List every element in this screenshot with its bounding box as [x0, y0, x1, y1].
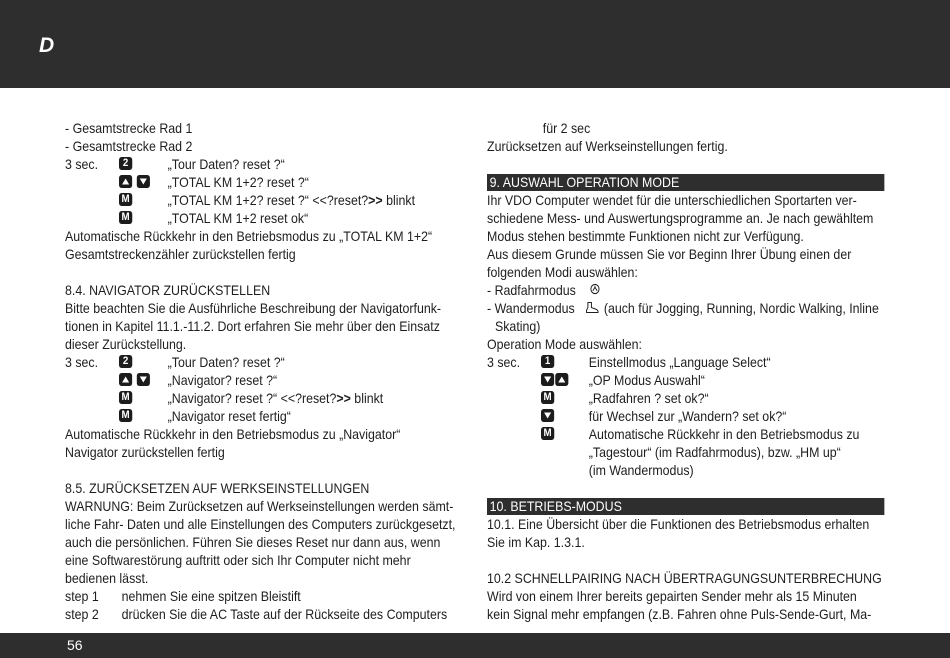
step-row	[65, 407, 472, 425]
step-time: 3 sec.	[487, 354, 521, 370]
left-column	[65, 119, 472, 623]
step-text: (im Wandermodus)	[588, 462, 694, 478]
down-arrow-icon	[541, 373, 554, 386]
step-text-main: „Navigator? reset ?“ <<?reset?	[167, 390, 337, 406]
section-heading: 8.4. NAVIGATOR ZURÜCKSTELLEN	[65, 282, 271, 298]
step-text: „TOTAL KM 1+2? reset ?“	[167, 174, 309, 190]
spacer	[487, 551, 884, 569]
paragraph-line: Wird von einem Ihrer bereits gepairten Sender mehr als 15 Minuten	[487, 588, 857, 604]
up-arrow-icon	[119, 373, 132, 386]
down-arrow-icon	[541, 409, 554, 422]
paragraph-line: Operation Mode auswählen:	[487, 336, 642, 352]
down-arrow-icon	[137, 175, 150, 188]
step-text: für Wechsel zur „Wandern? set ok?“	[588, 408, 787, 424]
step-row	[65, 191, 472, 209]
language-label: D	[39, 34, 55, 57]
step-row	[487, 353, 884, 371]
button-2-icon: 2	[119, 157, 132, 170]
step-row	[487, 389, 884, 407]
paragraph-line: Sie im Kap. 1.3.1.	[487, 534, 585, 550]
step-row	[487, 443, 884, 461]
step-text: Einstellmodus „Language Select“	[588, 354, 771, 370]
step-label: step 1	[65, 588, 99, 604]
step-row	[487, 407, 884, 425]
step-row	[65, 605, 472, 623]
step-row	[65, 155, 472, 173]
m-button-icon: M	[119, 211, 132, 224]
spacer	[487, 155, 884, 173]
section-heading: 9. AUSWAHL OPERATION MODE	[487, 174, 884, 191]
header-bar	[0, 0, 950, 88]
up-arrow-icon	[555, 373, 568, 386]
mode-item	[487, 281, 884, 299]
step-text: „Tagestour“ (im Radfahrmodus), bzw. „HM up“	[588, 444, 841, 460]
step-row	[487, 461, 884, 479]
step-text: „Navigator? reset ?“	[167, 372, 278, 388]
hiking-shoe-icon	[585, 301, 599, 314]
step-text: nehmen Sie eine spitzen Bleistift	[121, 588, 301, 604]
button-2-icon: 2	[119, 355, 132, 368]
list-item: - Gesamtstrecke Rad 1	[65, 120, 193, 136]
paragraph-line: Modus stehen bestimmte Funktionen nicht zur Verfügung.	[487, 228, 804, 244]
step-row	[487, 119, 884, 137]
step-time: 3 sec.	[65, 354, 99, 370]
paragraph-line: Bitte beachten Sie die Ausführliche Beschreibung der Navigatorfunk-	[65, 300, 442, 316]
paragraph-line: Aus diesem Grunde müssen Sie vor Beginn Ihrer Übung einen der	[487, 246, 852, 262]
paragraph-line: eine Softwarestörung auftritt oder sich Ihr Computer nicht mehr	[65, 552, 411, 568]
m-button-icon: M	[119, 391, 132, 404]
step-text: „TOTAL KM 1+2 reset ok“	[167, 210, 309, 226]
subsection-heading: 10.2 SCHNELLPAIRING NACH ÜBERTRAGUNGSUNTERBRECHUNG	[487, 570, 882, 586]
paragraph-line: liche Fahr- Daten und alle Einstellungen des Computers zurückgesetzt,	[65, 516, 456, 532]
bike-icon	[590, 283, 601, 295]
result-line: Zurücksetzen auf Werkseinstellungen fertig.	[487, 138, 728, 154]
result-line: Automatische Rückkehr in den Betriebsmodus zu „Navigator“	[65, 426, 401, 442]
mode-item	[487, 299, 884, 317]
paragraph-line: WARNUNG: Beim Zurücksetzen auf Werkseinstellungen werden sämt-	[65, 498, 454, 514]
footer-bar	[0, 633, 950, 658]
step-text: „Navigator reset fertig“	[167, 408, 291, 424]
paragraph-line: auch die persönlichen. Führen Sie dieses Reset nur dann aus, wenn	[65, 534, 441, 550]
m-button-icon: M	[541, 427, 554, 440]
step-text	[168, 191, 415, 209]
result-line: Automatische Rückkehr in den Betriebsmodus zu „TOTAL KM 1+2“	[65, 228, 433, 244]
spacer	[65, 461, 472, 479]
paragraph-line: 10.1. Eine Übersicht über die Funktionen des Betriebsmodus erhalten	[487, 516, 870, 532]
step-row	[65, 389, 472, 407]
step-text: „Radfahren ? set ok?“	[588, 390, 709, 406]
paragraph-line: kein Signal mehr empfangen (z.B. Fahren ohne Puls-Sende-Gurt, Ma-	[487, 606, 872, 622]
page-number: 56	[67, 637, 83, 653]
right-column	[487, 119, 884, 623]
m-button-icon: M	[119, 409, 132, 422]
paragraph-line: bedienen lässt.	[65, 570, 149, 586]
step-text-after: blinkt	[350, 390, 384, 406]
step-row	[65, 371, 472, 389]
step-text-after: blinkt	[382, 192, 416, 208]
section-heading: 10. BETRIEBS-MODUS	[487, 498, 884, 515]
paragraph-line: folgenden Modi auswählen:	[487, 264, 638, 280]
step-text: Automatische Rückkehr in den Betriebsmodus zu	[588, 426, 860, 442]
spacer	[65, 263, 472, 281]
step-text: „OP Modus Auswahl“	[588, 372, 705, 388]
step-row	[65, 209, 472, 227]
spacer	[487, 479, 884, 497]
step-row	[65, 587, 472, 605]
mode-note: (auch für Jogging, Running, Nordic Walking, Inline	[603, 300, 879, 316]
step-row	[487, 371, 884, 389]
step-text: „Tour Daten? reset ?“	[167, 156, 285, 172]
paragraph-line: dieser Zurückstellung.	[65, 336, 187, 352]
step-text-main: „TOTAL KM 1+2? reset ?“ <<?reset?	[167, 192, 369, 208]
step-row	[487, 425, 884, 443]
step-time: für 2 sec	[542, 120, 591, 136]
mode-label: - Radfahrmodus	[487, 282, 576, 298]
button-1-icon: 1	[541, 355, 554, 368]
section-heading-bar	[487, 497, 884, 515]
step-text	[168, 389, 384, 407]
section-heading: 8.5. ZURÜCKSETZEN AUF WERKSEINSTELLUNGEN	[65, 480, 370, 496]
down-arrow-icon	[137, 373, 150, 386]
step-text: drücken Sie die AC Taste auf der Rückseite des Computers	[121, 606, 448, 622]
blink-marker: >>	[368, 192, 383, 208]
up-arrow-icon	[119, 175, 132, 188]
paragraph-line: Ihr VDO Computer wendet für die unterschiedlichen Sportarten ver-	[487, 192, 857, 208]
paragraph-line: schiedene Mess- und Auswertungsprogramme an. Je nach gewähltem	[487, 210, 874, 226]
mode-note-text: Skating)	[494, 318, 541, 334]
mode-label: - Wandermodus	[487, 300, 575, 316]
list-item: - Gesamtstrecke Rad 2	[65, 138, 193, 154]
step-label: step 2	[65, 606, 99, 622]
step-time: 3 sec.	[65, 156, 99, 172]
mode-note-continued	[487, 317, 884, 335]
m-button-icon: M	[119, 193, 132, 206]
blink-marker: >>	[336, 390, 351, 406]
paragraph-line: tionen in Kapitel 11.1.-11.2. Dort erfahren Sie mehr über den Einsatz	[65, 318, 440, 334]
m-button-icon: M	[541, 391, 554, 404]
section-heading-bar	[487, 173, 884, 191]
step-row	[65, 353, 472, 371]
step-row	[65, 173, 472, 191]
result-line: Navigator zurückstellen fertig	[65, 444, 225, 460]
result-line: Gesamtstreckenzähler zurückstellen fertig	[65, 246, 296, 262]
step-text: „Tour Daten? reset ?“	[167, 354, 285, 370]
